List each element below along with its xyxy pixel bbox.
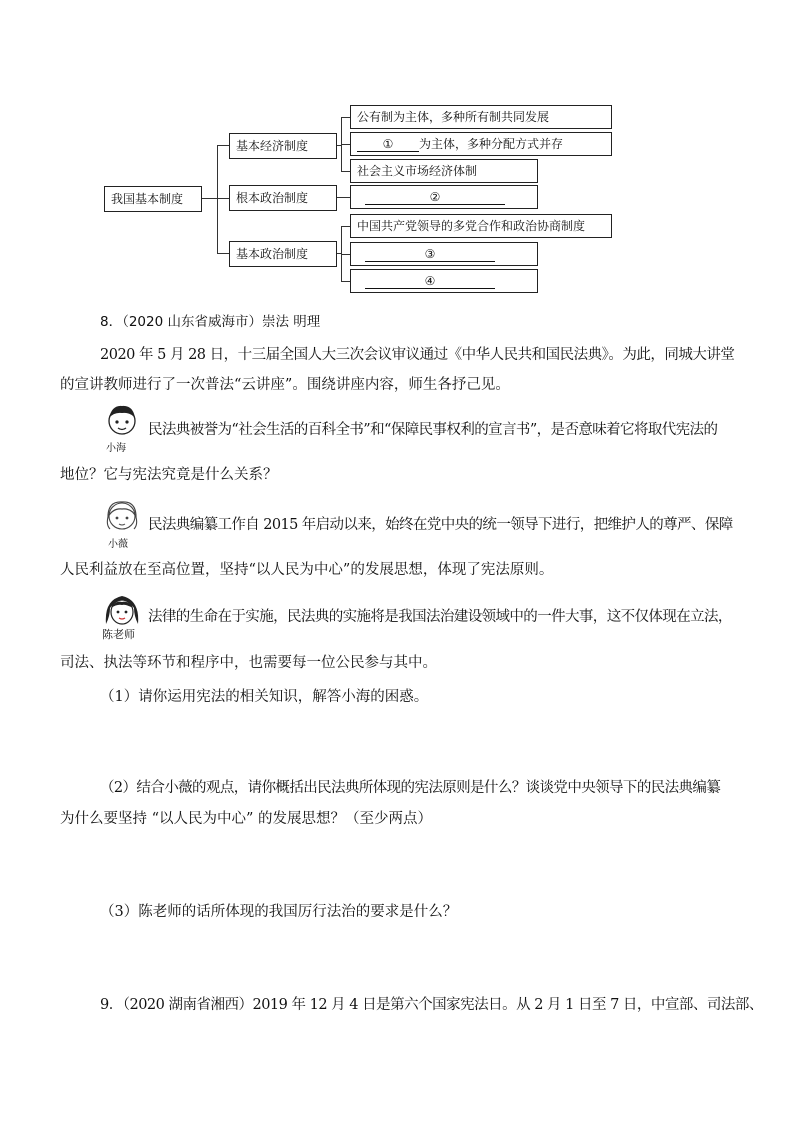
branch-basic-political-label: 基本政治制度 [236, 247, 309, 261]
speaker-name-1: 小海 [106, 443, 126, 454]
fill-blank-3: ③ [365, 247, 495, 262]
connector [341, 226, 350, 227]
connector [217, 198, 229, 199]
speaker-name-3: 陈老师 [102, 628, 135, 641]
leaf-text: 中国共产党领导的多党合作和政治协商制度 [357, 219, 586, 233]
leaf-text: 社会主义市场经济体制 [357, 164, 478, 178]
branch-economic-label: 基本经济制度 [236, 139, 309, 153]
connector [341, 144, 350, 145]
connector [217, 145, 229, 146]
fill-blank-4: ④ [365, 274, 495, 289]
speaker-2-line-1: 民法典编纂工作自 2015 年启动以来，始终在党中央的统一领导下进行，把维护人的尊严、保障 [148, 517, 733, 533]
q9-line-1: 9．（2020 湖南省湘西）2019 年 12 月 4 日是第六个国家宪法日。从 2 月 1 日至 7 日，中宣部、司法部、 [100, 997, 763, 1013]
leaf-box [350, 132, 612, 156]
leaf-text: 公有制为主体，多种所有制共同发展 [357, 110, 550, 124]
leaf-text: 为主体，多种分配方式并存 [419, 137, 564, 151]
connector [341, 281, 350, 282]
q8-subquestion-2-line-2: 为什么要坚持 “以人民为中心” 的发展思想？（至少两点） [60, 811, 433, 827]
branch-economic-box [229, 133, 337, 159]
branch-fundamental-political-box [229, 185, 337, 211]
speaker-3-line-1: 法律的生命在于实施，民法典的实施将是我国法治建设领域中的一件大事，这不仅体现在立法， [148, 609, 732, 625]
branch-basic-political-box [229, 241, 337, 267]
leaf-box [350, 214, 612, 238]
connector [341, 254, 350, 255]
leaf-box [350, 105, 612, 129]
diagram-root-box [104, 186, 202, 212]
q8-subquestion-3: （3）陈老师的话所体现的我国厉行法治的要求是什么？ [100, 904, 458, 920]
speaker-2-line-2: 人民利益放在至高位置，坚持“以人民为中心”的发展思想，体现了宪法原则。 [60, 562, 554, 578]
connector [217, 253, 229, 254]
connector [337, 197, 350, 198]
leaf-box [350, 185, 538, 209]
connector [202, 198, 218, 199]
speaker-1-line-1: 民法典被誉为“社会生活的百科全书”和“保障民事权利的宣言书”，是否意味着它将取代宪法的 [148, 422, 718, 438]
speaker-3-line-2: 司法、执法等环节和程序中，也需要每一位公民参与其中。 [60, 655, 437, 671]
connector [341, 117, 350, 118]
leaf-box [350, 159, 538, 183]
leaf-box [350, 269, 538, 293]
q8-subquestion-1: （1）请你运用宪法的相关知识，解答小海的困惑。 [100, 689, 429, 705]
diagram-root-label: 我国基本制度 [111, 192, 184, 206]
speaker-name-2: 小薇 [108, 539, 128, 550]
q8-intro-line-1: 2020 年 5 月 28 日，十三届全国人大三次会议审议通过《中华人民共和国民法典》。为此，同城大讲堂 [100, 347, 735, 363]
fill-blank-2: ② [365, 190, 505, 205]
connector [341, 171, 350, 172]
speaker-1-line-2: 地位？它与宪法究竟是什么关系？ [60, 467, 278, 483]
branch-fundamental-political-label: 根本政治制度 [236, 191, 309, 205]
fill-blank-1: ① [357, 137, 419, 152]
leaf-box [350, 242, 538, 266]
q8-subquestion-2-line-1: （2）结合小薇的观点，请你概括出民法典所体现的宪法原则是什么？谈谈党中央领导下的民法典编纂 [100, 780, 721, 796]
q8-intro-line-2: 的宣讲教师进行了一次普法“云讲座”。围绕讲座内容，师生各抒己见。 [60, 377, 510, 393]
q8-heading: 8．（2020 山东省威海市）崇法 明理 [100, 314, 321, 330]
